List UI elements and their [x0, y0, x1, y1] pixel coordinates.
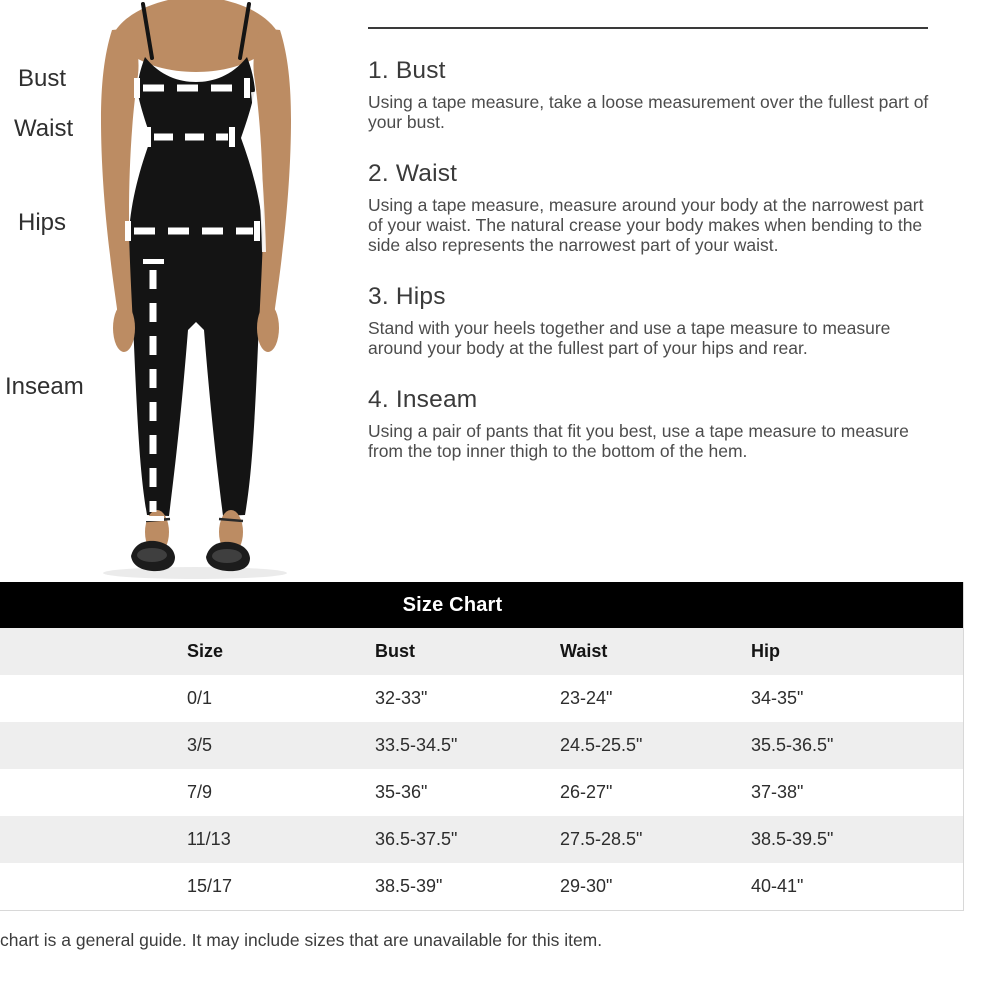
instruction-body: Using a pair of pants that fit you best, use a tape measure to measure from the top inner thigh to the bottom of the hem.	[368, 421, 909, 461]
table-row	[0, 863, 963, 911]
footnote: chart is a general guide. It may include sizes that are unavailable for this item.	[0, 930, 603, 950]
table-header-row	[0, 628, 963, 675]
instruction-section-hips	[368, 283, 933, 358]
table-row	[0, 816, 963, 863]
instruction-heading: 3. Hips	[368, 283, 446, 310]
table-cell: 33.5-34.5"	[375, 735, 458, 755]
instruction-section-inseam	[368, 386, 933, 461]
size-chart-title-bar	[0, 582, 963, 628]
table-cell: 27.5-28.5"	[560, 829, 643, 849]
instruction-body: Using a tape measure, take a loose measurement over the fullest part of your bust.	[368, 92, 929, 132]
size-chart	[0, 582, 964, 911]
table-cell: 34-35"	[751, 688, 804, 708]
table-cell: 0/1	[187, 688, 213, 708]
right-hand	[257, 304, 279, 352]
table-cell: 40-41"	[751, 876, 804, 896]
instruction-heading: 2. Waist	[368, 160, 458, 187]
size-chart-table	[0, 628, 963, 911]
table-row	[0, 675, 963, 722]
table-cell: 29-30"	[560, 876, 613, 896]
table-cell: 3/5	[187, 735, 213, 755]
measurement-instructions	[368, 0, 933, 461]
figure-label-inseam: Inseam	[5, 373, 84, 400]
left-hand	[113, 304, 135, 352]
instruction-heading: 1. Bust	[368, 57, 446, 84]
table-cell: 38.5-39"	[375, 876, 443, 896]
table-row	[0, 769, 963, 816]
figure-label-waist: Waist	[14, 115, 74, 142]
column-header-size: Size	[187, 641, 224, 661]
column-header-bust: Bust	[375, 641, 415, 661]
table-cell: 36.5-37.5"	[375, 829, 458, 849]
instruction-section-bust	[368, 57, 933, 132]
table-cell: 35.5-36.5"	[751, 735, 834, 755]
instruction-body: Stand with your heels together and use a tape measure to measure around your body at the fullest part of your hips and rear.	[368, 318, 891, 358]
figure-label-bust: Bust	[18, 65, 67, 92]
table-cell: 7/9	[187, 782, 213, 802]
model-outfit-silhouette	[129, 57, 263, 516]
table-row	[0, 722, 963, 769]
size-table-body	[0, 675, 963, 911]
instruction-section-waist	[368, 160, 933, 255]
column-header-waist: Waist	[560, 641, 608, 661]
top-divider	[368, 27, 928, 29]
table-cell: 26-27"	[560, 782, 613, 802]
left-shoe-sheen	[137, 548, 167, 562]
table-cell: 37-38"	[751, 782, 804, 802]
table-cell: 24.5-25.5"	[560, 735, 643, 755]
table-cell: 32-33"	[375, 688, 428, 708]
table-cell: 35-36"	[375, 782, 428, 802]
table-cell: 15/17	[187, 876, 233, 896]
instruction-body: Using a tape measure, measure around your body at the narrowest part of your waist. The natural crease your body makes when bending to the side also represents the narrowest part of your waist.	[368, 195, 924, 255]
floor-shadow	[103, 567, 287, 579]
instruction-heading: 4. Inseam	[368, 386, 478, 413]
figure-label-hips: Hips	[18, 209, 67, 236]
column-header-hip: Hip	[751, 641, 780, 661]
right-shoe-sheen	[212, 549, 242, 563]
table-cell: 38.5-39.5"	[751, 829, 834, 849]
table-cell: 23-24"	[560, 688, 613, 708]
size-chart-title: Size Chart	[402, 593, 503, 616]
table-cell: 11/13	[187, 829, 231, 849]
measurement-figure	[0, 0, 360, 585]
